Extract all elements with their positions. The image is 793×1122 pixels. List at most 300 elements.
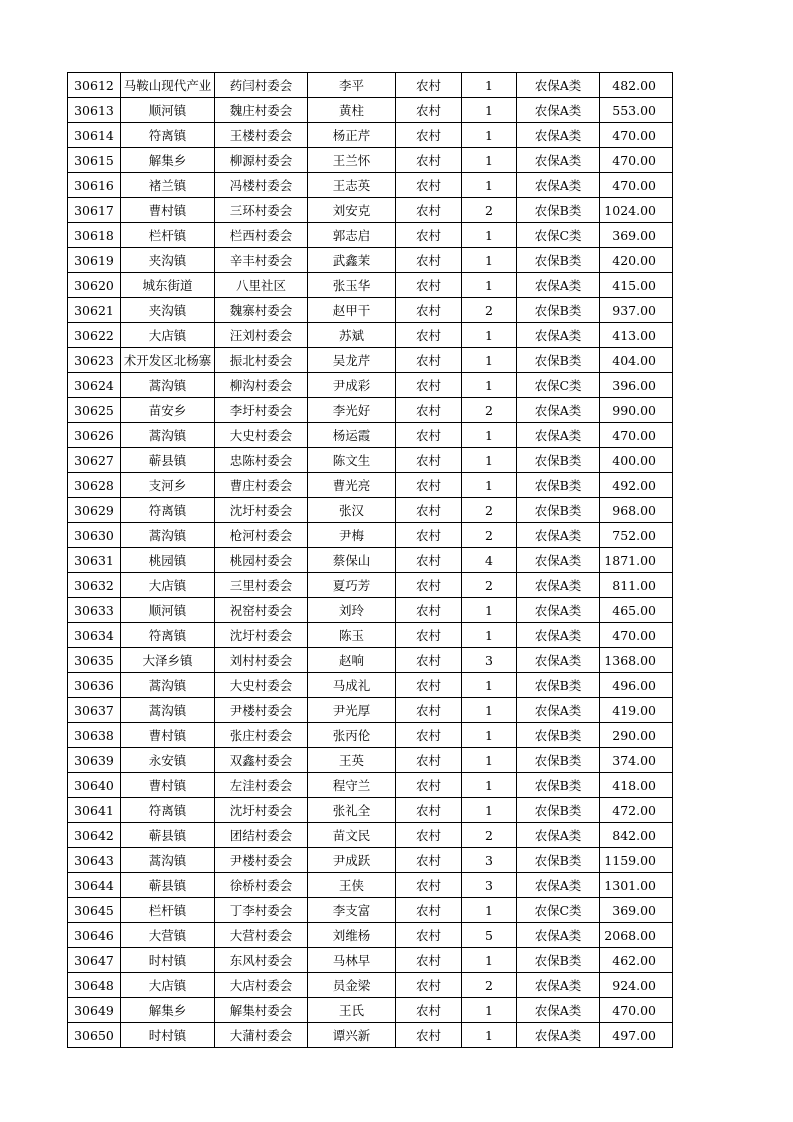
category-cell: 农保B类 [517,723,600,748]
amount-cell: 413.00 [600,323,673,348]
table-row [68,248,673,273]
village-cell: 左洼村委会 [215,773,308,798]
category-cell: 农保C类 [517,898,600,923]
row-id-cell: 30648 [68,973,121,998]
town-cell: 夹沟镇 [121,298,215,323]
area-type-cell: 农村 [396,73,462,98]
household-count-cell: 1 [462,448,517,473]
town-cell: 曹村镇 [121,198,215,223]
row-id-cell: 30649 [68,998,121,1023]
area-type-cell: 农村 [396,1023,462,1048]
amount-cell: 465.00 [600,598,673,623]
village-cell: 大史村委会 [215,673,308,698]
town-cell: 大泽乡镇 [121,648,215,673]
row-id-cell: 30642 [68,823,121,848]
category-cell: 农保A类 [517,823,600,848]
person-name-cell: 马成礼 [308,673,396,698]
amount-cell: 2068.00 [600,923,673,948]
household-count-cell: 4 [462,548,517,573]
village-cell: 振北村委会 [215,348,308,373]
amount-cell: 470.00 [600,423,673,448]
person-name-cell: 吴龙芹 [308,348,396,373]
row-id-cell: 30633 [68,598,121,623]
table-row [68,148,673,173]
household-count-cell: 1 [462,698,517,723]
area-type-cell: 农村 [396,348,462,373]
amount-cell: 374.00 [600,748,673,773]
amount-cell: 990.00 [600,398,673,423]
area-type-cell: 农村 [396,698,462,723]
person-name-cell: 尹成跃 [308,848,396,873]
household-count-cell: 2 [462,823,517,848]
table-row [68,448,673,473]
row-id-cell: 30638 [68,723,121,748]
category-cell: 农保A类 [517,548,600,573]
area-type-cell: 农村 [396,748,462,773]
category-cell: 农保A类 [517,698,600,723]
area-type-cell: 农村 [396,473,462,498]
area-type-cell: 农村 [396,448,462,473]
area-type-cell: 农村 [396,598,462,623]
table-row [68,848,673,873]
town-cell: 蕲县镇 [121,873,215,898]
area-type-cell: 农村 [396,248,462,273]
household-count-cell: 2 [462,398,517,423]
row-id-cell: 30625 [68,398,121,423]
category-cell: 农保A类 [517,123,600,148]
town-cell: 术开发区北杨寨 [121,348,215,373]
household-count-cell: 1 [462,473,517,498]
town-cell: 永安镇 [121,748,215,773]
person-name-cell: 张玉华 [308,273,396,298]
household-count-cell: 1 [462,123,517,148]
person-name-cell: 员金梁 [308,973,396,998]
row-id-cell: 30635 [68,648,121,673]
amount-cell: 470.00 [600,123,673,148]
amount-cell: 842.00 [600,823,673,848]
town-cell: 符离镇 [121,798,215,823]
amount-cell: 369.00 [600,898,673,923]
area-type-cell: 农村 [396,673,462,698]
town-cell: 时村镇 [121,1023,215,1048]
amount-cell: 462.00 [600,948,673,973]
category-cell: 农保A类 [517,148,600,173]
amount-cell: 1368.00 [600,648,673,673]
category-cell: 农保B类 [517,448,600,473]
row-id-cell: 30614 [68,123,121,148]
row-id-cell: 30630 [68,523,121,548]
table-row [68,998,673,1023]
village-cell: 栏西村委会 [215,223,308,248]
row-id-cell: 30639 [68,748,121,773]
area-type-cell: 农村 [396,423,462,448]
town-cell: 大店镇 [121,973,215,998]
amount-cell: 968.00 [600,498,673,523]
town-cell: 大店镇 [121,323,215,348]
category-cell: 农保B类 [517,473,600,498]
category-cell: 农保A类 [517,423,600,448]
village-cell: 辛丰村委会 [215,248,308,273]
town-cell: 曹村镇 [121,723,215,748]
person-name-cell: 李光好 [308,398,396,423]
person-name-cell: 马林早 [308,948,396,973]
category-cell: 农保B类 [517,948,600,973]
village-cell: 东风村委会 [215,948,308,973]
household-count-cell: 2 [462,298,517,323]
village-cell: 八里社区 [215,273,308,298]
area-type-cell: 农村 [396,848,462,873]
village-cell: 枪河村委会 [215,523,308,548]
category-cell: 农保A类 [517,173,600,198]
town-cell: 顺河镇 [121,598,215,623]
category-cell: 农保A类 [517,873,600,898]
town-cell: 大店镇 [121,573,215,598]
area-type-cell: 农村 [396,573,462,598]
person-name-cell: 陈文生 [308,448,396,473]
category-cell: 农保B类 [517,848,600,873]
area-type-cell: 农村 [396,873,462,898]
amount-cell: 811.00 [600,573,673,598]
area-type-cell: 农村 [396,498,462,523]
area-type-cell: 农村 [396,998,462,1023]
area-type-cell: 农村 [396,323,462,348]
village-cell: 大店村委会 [215,973,308,998]
person-name-cell: 李平 [308,73,396,98]
row-id-cell: 30644 [68,873,121,898]
amount-cell: 419.00 [600,698,673,723]
household-count-cell: 3 [462,873,517,898]
area-type-cell: 农村 [396,198,462,223]
row-id-cell: 30616 [68,173,121,198]
area-type-cell: 农村 [396,398,462,423]
row-id-cell: 30620 [68,273,121,298]
table-row [68,548,673,573]
table-row [68,573,673,598]
village-cell: 魏寨村委会 [215,298,308,323]
category-cell: 农保B类 [517,798,600,823]
table-row [68,698,673,723]
household-count-cell: 1 [462,898,517,923]
amount-cell: 418.00 [600,773,673,798]
row-id-cell: 30647 [68,948,121,973]
amount-cell: 492.00 [600,473,673,498]
row-id-cell: 30618 [68,223,121,248]
person-name-cell: 王兰怀 [308,148,396,173]
category-cell: 农保A类 [517,598,600,623]
category-cell: 农保B类 [517,248,600,273]
category-cell: 农保C类 [517,223,600,248]
area-type-cell: 农村 [396,948,462,973]
area-type-cell: 农村 [396,823,462,848]
village-cell: 丁李村委会 [215,898,308,923]
amount-cell: 470.00 [600,148,673,173]
village-cell: 王楼村委会 [215,123,308,148]
town-cell: 大营镇 [121,923,215,948]
town-cell: 曹村镇 [121,773,215,798]
area-type-cell: 农村 [396,548,462,573]
row-id-cell: 30627 [68,448,121,473]
household-count-cell: 1 [462,373,517,398]
table-row [68,323,673,348]
row-id-cell: 30637 [68,698,121,723]
category-cell: 农保A类 [517,98,600,123]
table-row [68,1023,673,1048]
town-cell: 顺河镇 [121,98,215,123]
household-count-cell: 1 [462,998,517,1023]
town-cell: 蒿沟镇 [121,373,215,398]
amount-cell: 470.00 [600,173,673,198]
category-cell: 农保A类 [517,648,600,673]
row-id-cell: 30628 [68,473,121,498]
area-type-cell: 农村 [396,373,462,398]
area-type-cell: 农村 [396,723,462,748]
row-id-cell: 30650 [68,1023,121,1048]
amount-cell: 290.00 [600,723,673,748]
town-cell: 蒿沟镇 [121,423,215,448]
village-cell: 李圩村委会 [215,398,308,423]
person-name-cell: 王志英 [308,173,396,198]
category-cell: 农保B类 [517,748,600,773]
amount-cell: 1301.00 [600,873,673,898]
household-count-cell: 3 [462,848,517,873]
town-cell: 城东街道 [121,273,215,298]
household-count-cell: 1 [462,173,517,198]
village-cell: 曹庄村委会 [215,473,308,498]
row-id-cell: 30645 [68,898,121,923]
row-id-cell: 30624 [68,373,121,398]
amount-cell: 1159.00 [600,848,673,873]
household-count-cell: 1 [462,73,517,98]
household-count-cell: 1 [462,248,517,273]
category-cell: 农保A类 [517,573,600,598]
household-count-cell: 2 [462,973,517,998]
category-cell: 农保B类 [517,673,600,698]
village-cell: 大史村委会 [215,423,308,448]
household-count-cell: 1 [462,423,517,448]
village-cell: 柳沟村委会 [215,373,308,398]
village-cell: 冯楼村委会 [215,173,308,198]
row-id-cell: 30634 [68,623,121,648]
amount-cell: 496.00 [600,673,673,698]
amount-cell: 752.00 [600,523,673,548]
category-cell: 农保A类 [517,73,600,98]
person-name-cell: 王侠 [308,873,396,898]
category-cell: 农保B类 [517,498,600,523]
village-cell: 桃园村委会 [215,548,308,573]
household-count-cell: 1 [462,948,517,973]
area-type-cell: 农村 [396,298,462,323]
town-cell: 蕲县镇 [121,823,215,848]
person-name-cell: 郭志启 [308,223,396,248]
amount-cell: 404.00 [600,348,673,373]
village-cell: 徐桥村委会 [215,873,308,898]
table-row [68,923,673,948]
person-name-cell: 程守兰 [308,773,396,798]
table-row [68,823,673,848]
table-row [68,398,673,423]
household-count-cell: 2 [462,523,517,548]
town-cell: 苗安乡 [121,398,215,423]
amount-cell: 369.00 [600,223,673,248]
village-cell: 大蒲村委会 [215,1023,308,1048]
row-id-cell: 30641 [68,798,121,823]
household-count-cell: 1 [462,773,517,798]
row-id-cell: 30619 [68,248,121,273]
table-row [68,223,673,248]
person-name-cell: 尹梅 [308,523,396,548]
person-name-cell: 苏斌 [308,323,396,348]
table-row [68,373,673,398]
person-name-cell: 苗文民 [308,823,396,848]
person-name-cell: 刘玲 [308,598,396,623]
table-row [68,723,673,748]
table-row [68,173,673,198]
village-cell: 柳源村委会 [215,148,308,173]
amount-cell: 472.00 [600,798,673,823]
row-id-cell: 30613 [68,98,121,123]
area-type-cell: 农村 [396,273,462,298]
village-cell: 沈圩村委会 [215,623,308,648]
town-cell: 时村镇 [121,948,215,973]
amount-cell: 470.00 [600,623,673,648]
town-cell: 桃园镇 [121,548,215,573]
row-id-cell: 30626 [68,423,121,448]
category-cell: 农保A类 [517,273,600,298]
table-row [68,123,673,148]
person-name-cell: 谭兴新 [308,1023,396,1048]
household-count-cell: 1 [462,598,517,623]
category-cell: 农保B类 [517,298,600,323]
household-count-cell: 1 [462,798,517,823]
person-name-cell: 杨正芹 [308,123,396,148]
village-cell: 汪刘村委会 [215,323,308,348]
row-id-cell: 30643 [68,848,121,873]
town-cell: 支河乡 [121,473,215,498]
person-name-cell: 尹成彩 [308,373,396,398]
area-type-cell: 农村 [396,798,462,823]
area-type-cell: 农村 [396,523,462,548]
category-cell: 农保B类 [517,198,600,223]
person-name-cell: 陈玉 [308,623,396,648]
area-type-cell: 农村 [396,623,462,648]
household-count-cell: 2 [462,573,517,598]
category-cell: 农保B类 [517,773,600,798]
table-row [68,773,673,798]
area-type-cell: 农村 [396,173,462,198]
household-count-cell: 5 [462,923,517,948]
row-id-cell: 30629 [68,498,121,523]
person-name-cell: 王英 [308,748,396,773]
amount-cell: 1024.00 [600,198,673,223]
amount-cell: 400.00 [600,448,673,473]
village-cell: 尹楼村委会 [215,848,308,873]
town-cell: 解集乡 [121,148,215,173]
row-id-cell: 30615 [68,148,121,173]
amount-cell: 937.00 [600,298,673,323]
person-name-cell: 武鑫茉 [308,248,396,273]
village-cell: 刘村村委会 [215,648,308,673]
data-table [67,72,673,1048]
table-row [68,498,673,523]
area-type-cell: 农村 [396,923,462,948]
table-row [68,298,673,323]
row-id-cell: 30623 [68,348,121,373]
village-cell: 忠陈村委会 [215,448,308,473]
area-type-cell: 农村 [396,223,462,248]
town-cell: 蒿沟镇 [121,673,215,698]
person-name-cell: 赵响 [308,648,396,673]
table-row [68,798,673,823]
person-name-cell: 尹光厚 [308,698,396,723]
area-type-cell: 农村 [396,973,462,998]
amount-cell: 924.00 [600,973,673,998]
row-id-cell: 30640 [68,773,121,798]
row-id-cell: 30617 [68,198,121,223]
table-row [68,623,673,648]
area-type-cell: 农村 [396,98,462,123]
table-row [68,473,673,498]
area-type-cell: 农村 [396,773,462,798]
area-type-cell: 农村 [396,648,462,673]
table-row [68,198,673,223]
table-row [68,273,673,298]
household-count-cell: 3 [462,648,517,673]
town-cell: 解集乡 [121,998,215,1023]
household-count-cell: 1 [462,273,517,298]
village-cell: 三里村委会 [215,573,308,598]
table-row [68,348,673,373]
household-count-cell: 1 [462,623,517,648]
village-cell: 大营村委会 [215,923,308,948]
category-cell: 农保A类 [517,998,600,1023]
town-cell: 栏杆镇 [121,223,215,248]
village-cell: 解集村委会 [215,998,308,1023]
amount-cell: 482.00 [600,73,673,98]
person-name-cell: 王氏 [308,998,396,1023]
household-count-cell: 1 [462,223,517,248]
household-count-cell: 2 [462,498,517,523]
category-cell: 农保A类 [517,973,600,998]
table-body [68,73,673,1048]
category-cell: 农保A类 [517,323,600,348]
household-count-cell: 1 [462,673,517,698]
amount-cell: 396.00 [600,373,673,398]
household-count-cell: 1 [462,148,517,173]
area-type-cell: 农村 [396,123,462,148]
person-name-cell: 杨运霞 [308,423,396,448]
category-cell: 农保C类 [517,373,600,398]
row-id-cell: 30632 [68,573,121,598]
person-name-cell: 李支富 [308,898,396,923]
person-name-cell: 蔡保山 [308,548,396,573]
table-row [68,423,673,448]
amount-cell: 470.00 [600,998,673,1023]
town-cell: 蒿沟镇 [121,848,215,873]
table-row [68,748,673,773]
town-cell: 蒿沟镇 [121,698,215,723]
table-row [68,898,673,923]
row-id-cell: 30612 [68,73,121,98]
household-count-cell: 1 [462,98,517,123]
village-cell: 团结村委会 [215,823,308,848]
amount-cell: 553.00 [600,98,673,123]
village-cell: 沈圩村委会 [215,498,308,523]
village-cell: 魏庄村委会 [215,98,308,123]
table-row [68,98,673,123]
category-cell: 农保A类 [517,523,600,548]
town-cell: 符离镇 [121,498,215,523]
amount-cell: 1871.00 [600,548,673,573]
